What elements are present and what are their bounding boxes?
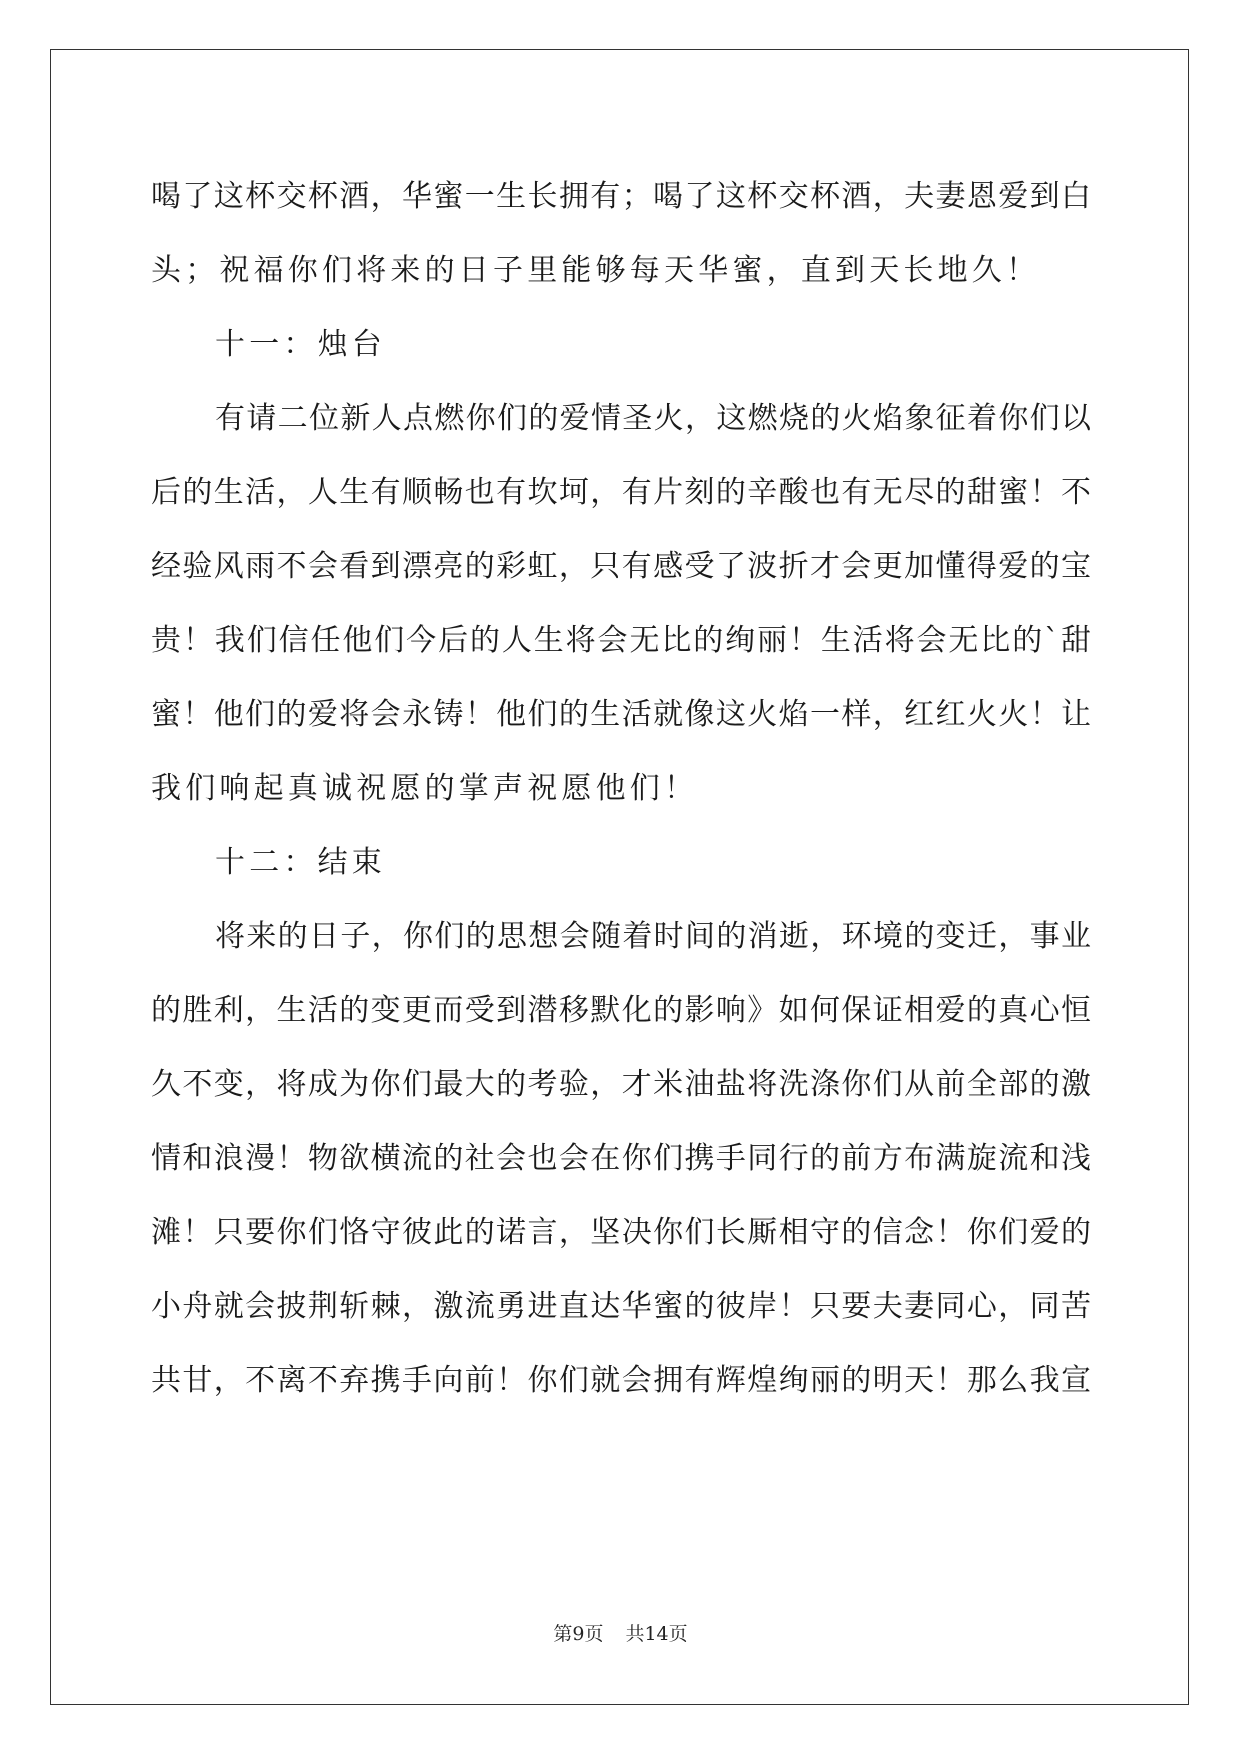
text-line: 十二：结束 bbox=[215, 845, 386, 880]
text-line: 贵！我们信任他们今后的人生将会无比的绚丽！生活将会无比的`甜 bbox=[151, 623, 1091, 658]
text-line: 后的生活，人生有顺畅也有坎坷，有片刻的辛酸也有无尽的甜蜜！不 bbox=[151, 475, 1091, 510]
text-line: 将来的日子，你们的思想会随着时间的消逝，环境的变迁，事业 bbox=[215, 919, 1091, 954]
text-line: 情和浪漫！物欲横流的社会也会在你们携手同行的前方布满旋流和浅 bbox=[151, 1141, 1091, 1176]
text-line: 蜜！他们的爱将会永铸！他们的生活就像这火焰一样，红红火火！让 bbox=[151, 697, 1091, 732]
text-line: 滩！只要你们恪守彼此的诺言，坚决你们长厮相守的信念！你们爱的 bbox=[151, 1215, 1091, 1250]
text-line: 经验风雨不会看到漂亮的彩虹，只有感受了波折才会更加懂得爱的宝 bbox=[151, 549, 1091, 584]
text-line: 小舟就会披荆斩棘，激流勇进直达华蜜的彼岸！只要夫妻同心，同苦 bbox=[151, 1289, 1091, 1324]
text-line: 喝了这杯交杯酒，华蜜一生长拥有；喝了这杯交杯酒，夫妻恩爱到白 bbox=[151, 179, 1091, 214]
text-line: 共甘，不离不弃携手向前！你们就会拥有辉煌绚丽的明天！那么我宣 bbox=[151, 1363, 1091, 1398]
text-line: 头；祝福你们将来的日子里能够每天华蜜，直到天长地久！ bbox=[151, 253, 1041, 288]
page-number: 第9页 bbox=[553, 1623, 604, 1645]
document-body bbox=[151, 160, 1091, 1418]
text-line: 我们响起真诚祝愿的掌声祝愿他们！ bbox=[151, 771, 699, 806]
text-line: 久不变，将成为你们最大的考验，才米油盐将洗涤你们从前全部的激 bbox=[151, 1067, 1091, 1102]
text-line: 有请二位新人点燃你们的爱情圣火，这燃烧的火焰象征着你们以 bbox=[215, 401, 1091, 436]
text-line: 的胜利，生活的变更而受到潜移默化的影响》如何保证相爱的真心恒 bbox=[151, 993, 1091, 1028]
page-footer bbox=[0, 1622, 1241, 1646]
page-total: 共14页 bbox=[625, 1623, 688, 1645]
text-line: 十一：烛台 bbox=[215, 327, 386, 362]
